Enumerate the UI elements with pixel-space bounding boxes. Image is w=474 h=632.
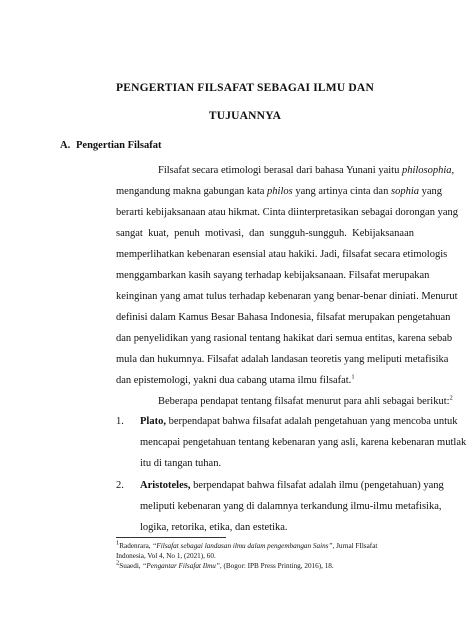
footnote-number: 1 xyxy=(116,539,120,547)
text-run: yang artinya cinta dan xyxy=(292,186,391,197)
list-item-line xyxy=(140,415,458,428)
list-item-line xyxy=(140,479,444,492)
paragraph-line: menggambarkan kasih sayang terhadap kebijaksanaan. Filsafat merupakan xyxy=(116,270,430,281)
person-name: Aristoteles, xyxy=(140,480,191,491)
paragraph-line: keinginan yang amat tulus terhadap kebenaran yang benar-benar diniati. Menurut xyxy=(116,291,458,302)
footnote-1 xyxy=(116,541,416,551)
text-run: Filsafat secara etimologi berasal dari bahasa Yunani yaitu xyxy=(158,165,402,176)
text-run: , Jurnal FIlsafat xyxy=(332,542,378,550)
italic-term: sophia xyxy=(390,186,419,197)
text-run: mengandung makna gabungan kata xyxy=(116,186,268,197)
paragraph-line xyxy=(116,185,443,198)
text-run: Suaedi, xyxy=(119,562,143,570)
text-run: Beberapa pendapat tentang filsafat menurut para ahli sebagai berikut: xyxy=(158,396,450,407)
italic-term: philosophia xyxy=(401,165,452,176)
list-item-line: meliputi kebenaran yang di dalamnya terkandung ilmu-ilmu metafisika, xyxy=(140,501,442,512)
italic-term: philos xyxy=(267,186,293,197)
footnote-2 xyxy=(116,561,416,571)
title-line-2: TUJUANNYA xyxy=(208,110,282,122)
paragraph-line: memperlihatkan kebenaran esensial atau hakiki. Jadi, filsafat secara etimologis xyxy=(116,249,448,260)
paragraph-line xyxy=(158,394,453,408)
text-run: Radenrara, xyxy=(119,542,153,550)
paragraph-line: dan penyelidikan yang rasional tentang hakikat dari semua entitas, karena sebab xyxy=(116,333,453,344)
text-run: , xyxy=(451,165,455,176)
section-heading xyxy=(60,140,161,151)
footnote-ref: 2 xyxy=(449,394,453,402)
paragraph-line: sangat kuat, penuh motivasi, dan sungguh-sungguh. Kebijaksanaan xyxy=(116,228,414,239)
text-run: berpendapat bahwa filsafat adalah pengetahuan yang mencoba untuk xyxy=(165,416,458,427)
italic-title: “Pengantar Filsafat Ilmu” xyxy=(142,562,220,570)
section-title: Pengertian Filsafat xyxy=(76,140,162,151)
footnote-ref: 1 xyxy=(351,373,355,381)
person-name: Plato, xyxy=(140,416,166,427)
footnote-number: 2 xyxy=(116,559,120,567)
text-run: yang xyxy=(419,186,443,197)
paragraph-line: mula dan hukumnya. Filsafat adalah landasan teoretis yang meliputi metafisika xyxy=(116,354,449,365)
list-number: 1. xyxy=(116,416,124,427)
paragraph-line: definisi dalam Kamus Besar Bahasa Indonesia, filsafat merupakan pengetahuan xyxy=(116,312,451,323)
paragraph-line xyxy=(158,164,455,177)
title-line-1: PENGERTIAN FILSAFAT SEBAGAI ILMU DAN xyxy=(116,82,374,94)
text-run: berpendapat bahwa filsafat adalah ilmu (pengetahuan) yang xyxy=(190,480,444,491)
footnote-divider xyxy=(116,537,226,538)
text-run: dan epistemologi, yakni dua cabang utama ilmu filsafat. xyxy=(116,375,352,386)
paragraph-line xyxy=(116,374,414,387)
section-label: A. xyxy=(60,140,71,151)
text-run: , (Bogor: IPB Press Printing, 2016), 18. xyxy=(219,562,334,570)
paragraph-line: berarti kebijaksanaan atau hikmat. Cinta diinterpretasikan sebagai dorongan yang xyxy=(116,207,459,218)
footnote-1-cont: Indonesia, Vol 4, No 1, (2021), 60. xyxy=(116,552,216,560)
list-number: 2. xyxy=(116,480,124,491)
list-item-line: logika, retorika, etika, dan estetika. xyxy=(140,522,288,533)
list-item-line: itu di tangan tuhan. xyxy=(140,458,222,469)
list-item-line: mencapai pengetahuan tentang kebenaran yang asli, karena kebenaran mutlak xyxy=(140,437,467,448)
italic-title: “Filsafat sebagai landasan ilmu dalam pengembangan Sains” xyxy=(152,542,333,550)
